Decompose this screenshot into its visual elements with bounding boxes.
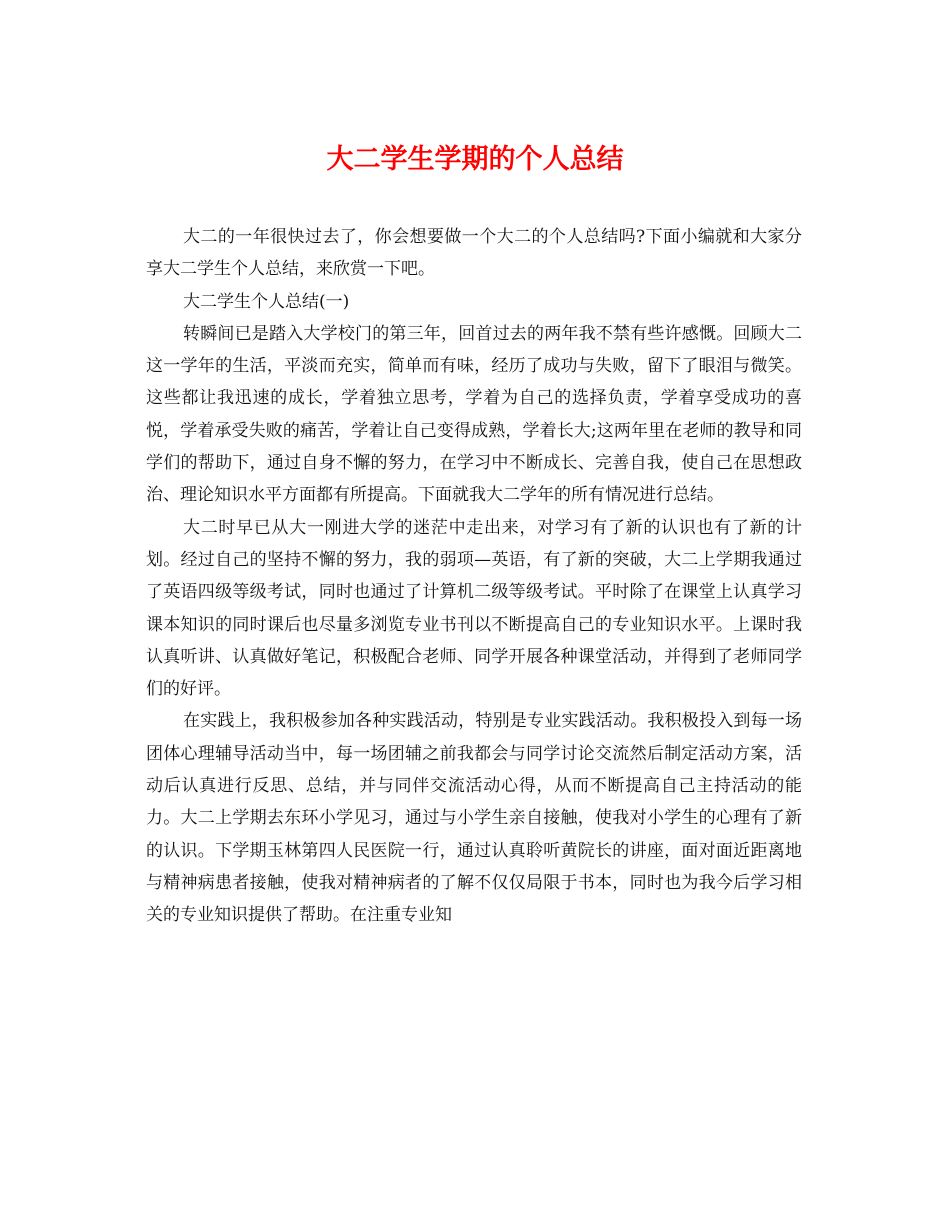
- paragraph-reflection: 转瞬间已是踏入大学校门的第三年，回首过去的两年我不禁有些许感慨。回顾大二这一学年的生活，平淡而充实，简单而有味，经历了成功与失败，留下了眼泪与微笑。这些都让我迅速的成长，学着独立思考，学着为自己的选择负责，学着享受成功的喜悦，学着承受失败的痛苦，学着让自己变得成熟，学着长大;这两年里在老师的教导和同学们的帮助下，通过自身不懈的努力，在学习中不断成长、完善自我，使自己在思想政治、理论知识水平方面都有所提高。下面就我大二学年的所有情况进行总结。: [146, 323, 802, 506]
- paragraph-practice: 在实践上，我积极参加各种实践活动，特别是专业实践活动。我积极投入到每一场团体心理辅导活动当中，每一场团辅之前我都会与同学讨论交流然后制定活动方案，活动后认真进行反思、总结，并与同伴交流活动心得，从而不断提高自己主持活动的能力。大二上学期去东环小学见习，通过与小学生亲自接触，使我对小学生的心理有了新的认识。下学期玉林第四人民医院一行，通过认真聆听黄院长的讲座，面对面近距离地与精神病患者接触，使我对精神病者的了解不仅仅局限于书本，同时也为我今后学习相关的专业知识提供了帮助。在注重专业知: [146, 711, 802, 926]
- document-title: 大二学生学期的个人总结: [326, 144, 624, 175]
- paragraph-intro: 大二的一年很快过去了，你会想要做一个大二的个人总结吗?下面小编就和大家分享大二学生个人总结，来欣赏一下吧。: [146, 227, 802, 280]
- section-heading: 大二学生个人总结(一): [183, 291, 350, 312]
- paragraph-study: 大二时早已从大一刚进大学的迷茫中走出来，对学习有了新的认识也有了新的计划。经过自己的坚持不懈的努力，我的弱项—英语，有了新的突破，大二上学期我通过了英语四级等级考试，同时也通过了计算机二级等级考试。平时除了在课堂上认真学习课本知识的同时课后也尽量多浏览专业书刊以不断提高自己的专业知识水平。上课时我认真听讲、认真做好笔记，积极配合老师、同学开展各种课堂活动，并得到了老师同学们的好评。: [146, 517, 802, 700]
- document-body: [146, 221, 802, 932]
